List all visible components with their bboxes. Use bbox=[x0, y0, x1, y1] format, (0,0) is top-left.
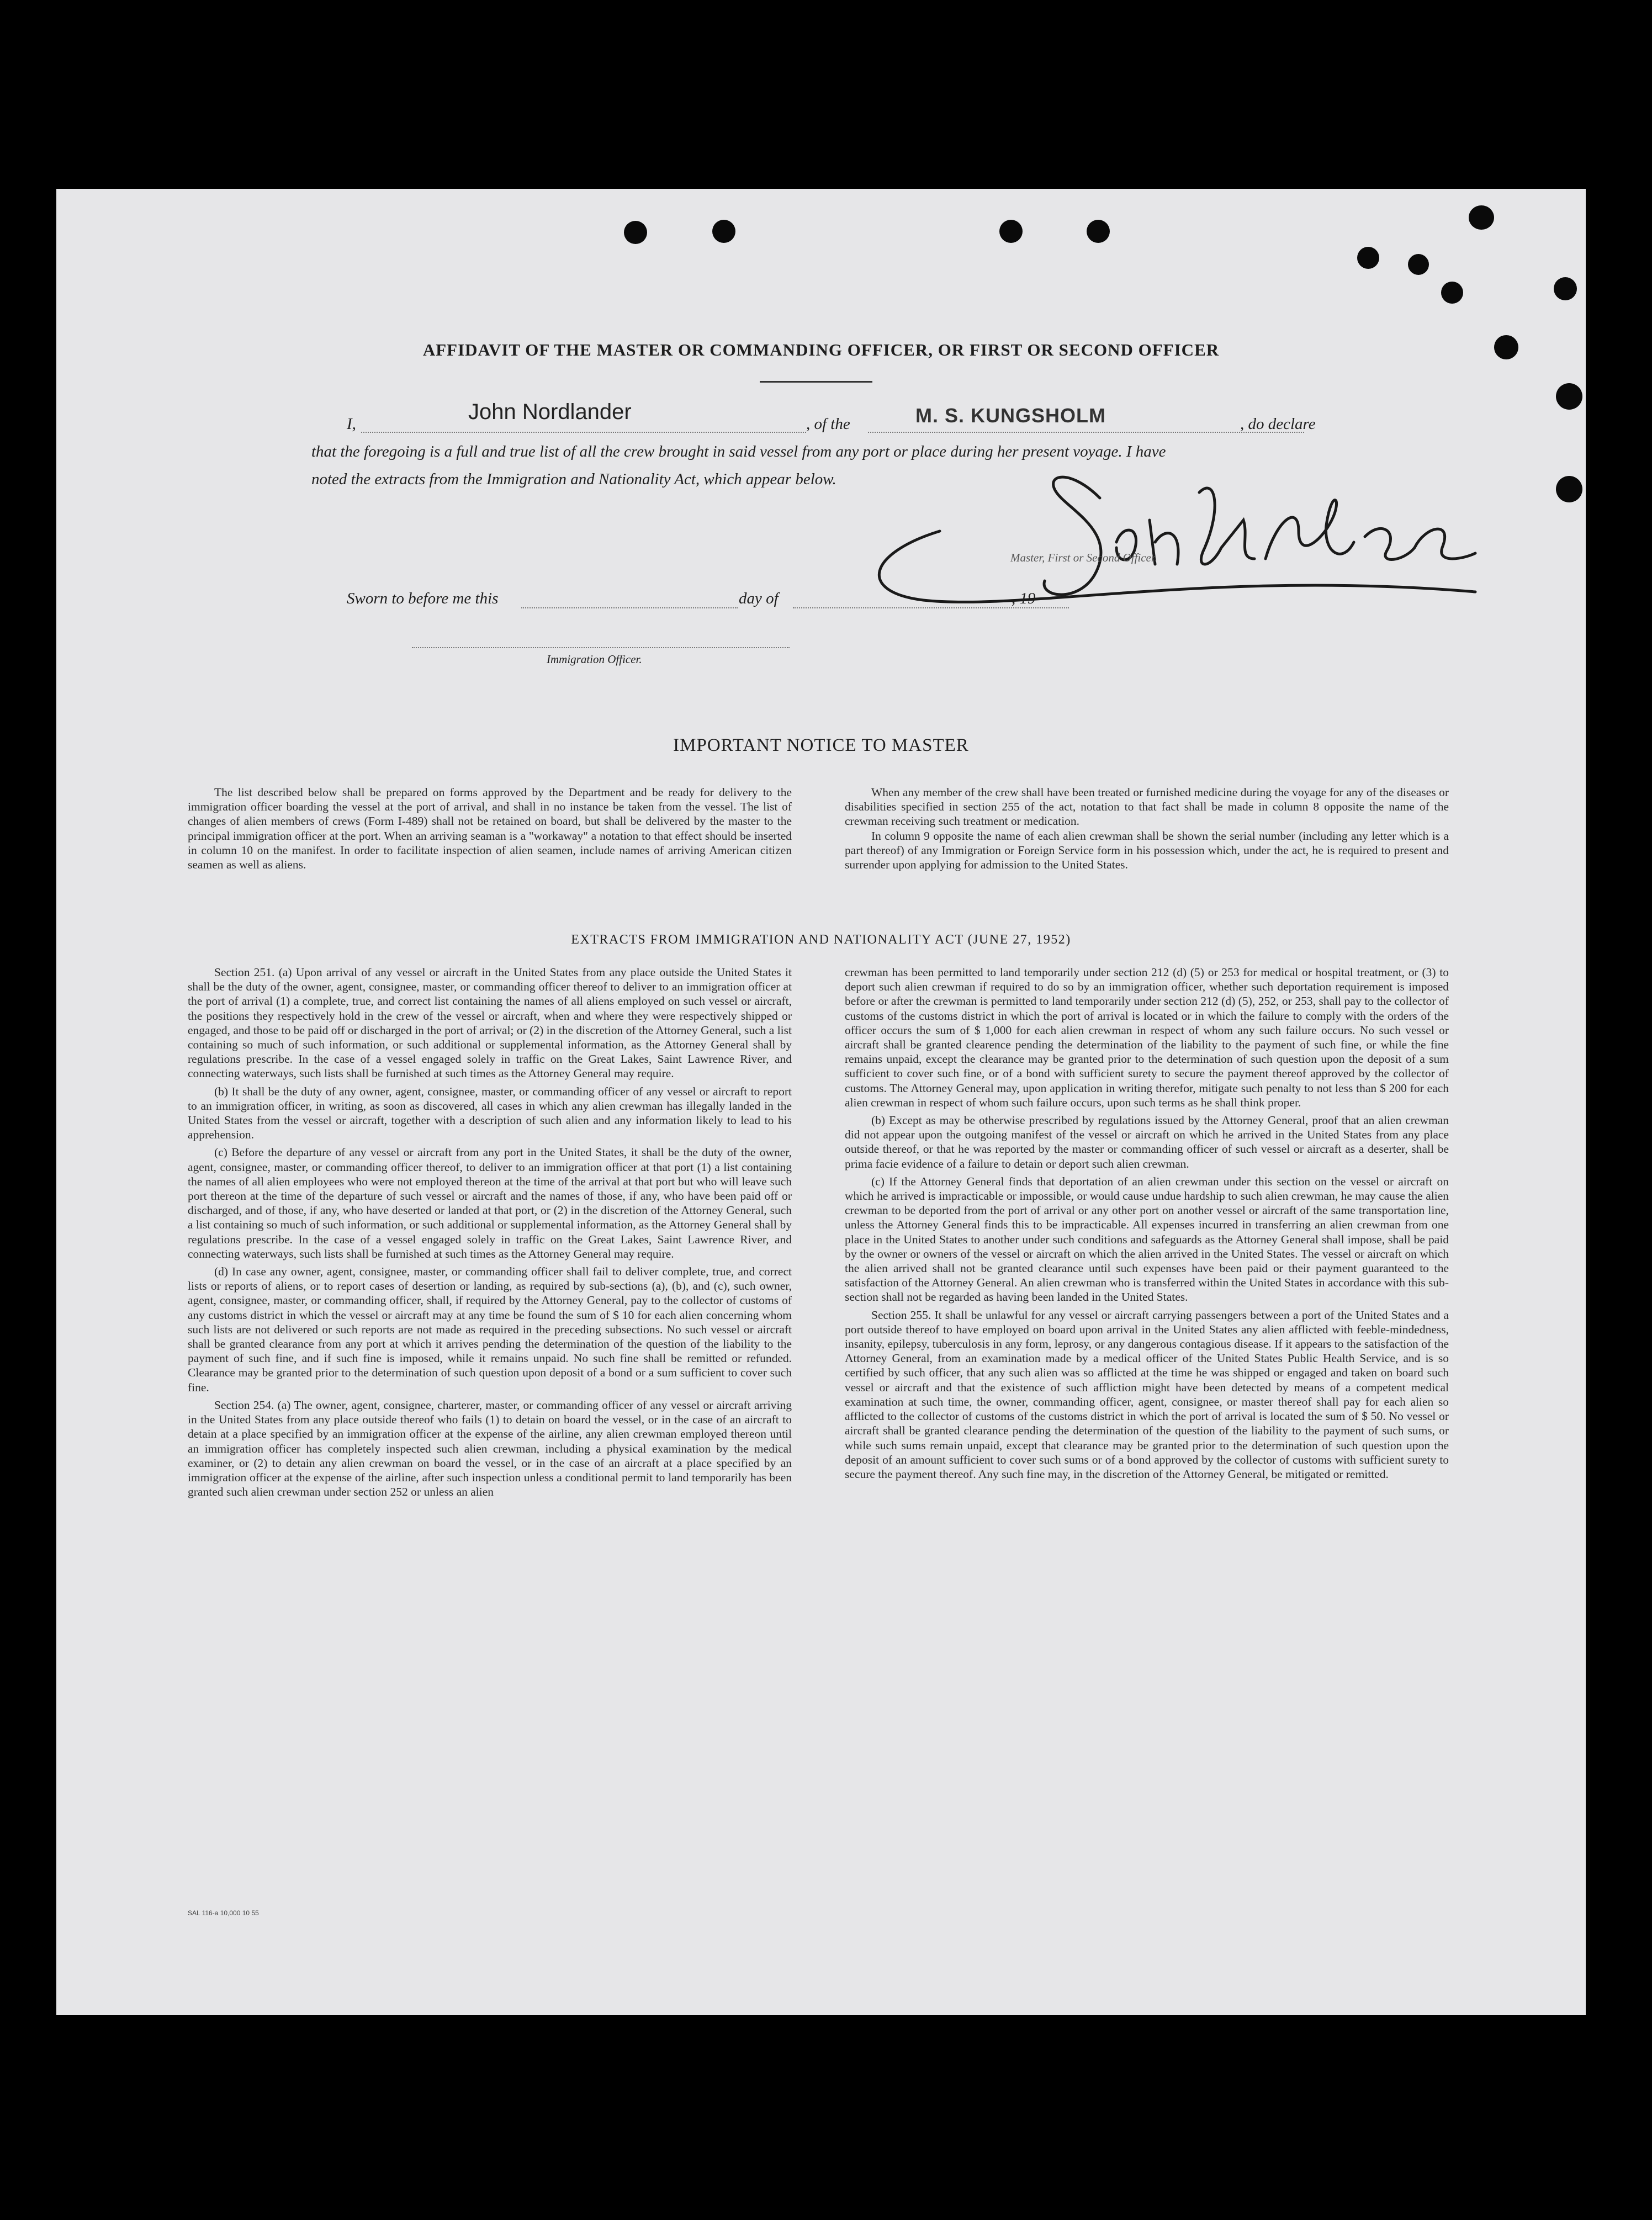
officer-caption: Immigration Officer. bbox=[547, 653, 642, 666]
extracts-right-column bbox=[845, 965, 1449, 1485]
punch-hole bbox=[1556, 476, 1582, 502]
notice-left-column bbox=[188, 785, 792, 875]
section-251d: (d) In case any owner, agent, consignee, master, or commanding officer shall fail to deliver complete, true, and correct lists or reports of aliens, or to report cases of desertion or landing, as required by sub-sections (a), (b), and (c), such owner, agent, consignee, master, or commanding officer, shall, if required by the Attorney General, pay to the collector of customs of any customs district in which the vessel or aircraft may at any time be found the sum of $ 10 for each alien concerning whom such lists are not delivered or such reports are not made as required in the preceding subsections. No such vessel or aircraft shall be granted clearance from any port at which it arrives pending the determination of the question of the liability to the payment of such fine, and if such fine is imposed, while it remains unpaid. No such fine shall be remitted or refunded. Clearance may be granted prior to the determination of such question upon deposit of a bond or a sum sufficient to cover such fine. bbox=[188, 1265, 792, 1394]
sworn-label: Sworn to before me this bbox=[347, 590, 499, 607]
section-251c: (c) Before the departure of any vessel or aircraft from any port in the United States, it shall be the duty of the owner, agent, consignee, master, or commanding officer thereof, to deliver to an immigration officer at that port (1) a list containing the names of all alien employees who were not employed thereon at the time of the arrival at that port but who will leave such port thereon at the time of the departure of such vessel or aircraft and the names of those, if any, who have been paid off or discharged, and of those, if any, who have deserted or landed at that port, or (2) in the discretion of the Attorney General, such a list containing so much of such information, or such additional or supplemental information, as the Attorney General shall by regulations prescribe. In the case of a vessel engaged solely in traffic on the Great Lakes, Saint Lawrence River, and connecting waterways, such lists shall be furnished at such times as the Attorney General may require. bbox=[188, 1146, 792, 1260]
title-underline bbox=[760, 381, 872, 383]
punch-hole bbox=[1556, 383, 1582, 410]
master-name: John Nordlander bbox=[468, 400, 632, 424]
punch-hole bbox=[1469, 205, 1494, 230]
officer-signature-line bbox=[412, 647, 790, 648]
notice-right-paragraph-2: In column 9 opposite the name of each alien crewman shall be shown the serial number (including any letter which is a part thereof) of any Immigration or Foreign Service form in his possession which, under the act, he is required to present and surrender upon applying for admission to the United States. bbox=[845, 829, 1449, 872]
punch-hole bbox=[1554, 277, 1577, 300]
section-255: Section 255. It shall be unlawful for any vessel or aircraft carrying passengers between a port of the United States and a port outside thereof to have employed on board upon arrival in the United States any alien afflicted with feeble-mindedness, insanity, epilepsy, tuberculosis in any form, leprosy, or any dangerous contagious disease. If it appears to the satisfaction of the Attorney General, from an examination made by a medical officer of the United States Public Health Service, and is so certified by such officer, that any such alien was so afflicted at the time he was shipped or engaged and taken on board such vessel or aircraft and that the existence of such affliction might have been detected by means of a competent medical examination at such time, the owner, commanding officer, agent, consignee, or master thereof shall pay for each alien so afflicted to the collector of customs of the customs district in which the port of arrival is located the sum of $ 50. No vessel or aircraft shall be granted clearance pending the determination of the question of the liability to the payment of such sums, or while such sums remain unpaid, except that clearance may be granted prior to the determination of such question upon the deposit of an amount sufficient to cover such sums or of a bond approved by the collector of customs with sufficient surety to secure the payment thereof. Any such fine may, in the discretion of the Attorney General, be mitigated or remitted. bbox=[845, 1308, 1449, 1481]
name-line bbox=[361, 432, 806, 433]
section-251a: Section 251. (a) Upon arrival of any vessel or aircraft in the United States from any place outside the United States it shall be the duty of the owner, agent, consignee, master, or commanding officer thereof to deliver to an immigration officer at the port of arrival (1) a complete, true, and correct list containing the names of all aliens employed on such vessel or aircraft, the positions they respectively hold in the crew of the vessel or aircraft, when and where they were respectively shipped or engaged, and those to be paid off or discharged in the port of arrival; or (2) in the discretion of the Attorney General, such a list containing so much of such information, or such additional or supplemental information, as the Attorney General shall by regulations prescribe. In the case of a vessel engaged solely in traffic on the Great Lakes, Saint Lawrence River, and connecting waterways, such lists shall be furnished at such times as the Attorney General may require. bbox=[188, 966, 792, 1080]
punch-hole bbox=[1441, 282, 1463, 304]
year-label: , 19 bbox=[1012, 590, 1036, 607]
signature-drawing bbox=[857, 454, 1492, 619]
notice-left-paragraph: The list described below shall be prepared on forms approved by the Department and be ready for delivery to the immigration officer boarding the vessel at the port of arrival, and shall in no instance be taken from the vessel. The list of changes of alien members of crews (Form I-489) shall not be retained on board, but shall be delivered by the master to the principal immigration officer at the port. When an arriving seaman is a "workaway" a notation to that effect should be inserted in column 10 on the manifest. In order to facilitate inspection of alien seamen, include names of arriving American citizen seamen as well as aliens. bbox=[188, 786, 792, 872]
affidavit-title: AFFIDAVIT OF THE MASTER OR COMMANDING OFFICER, OR FIRST OR SECOND OFFICER bbox=[422, 340, 1220, 359]
punch-hole bbox=[999, 220, 1023, 243]
declaration-line-1: that the foregoing is a full and true list of all the crew brought in said vessel from any port or place during her present voyage. I have bbox=[311, 443, 1166, 460]
extracts-title: EXTRACTS FROM IMMIGRATION AND NATIONALITY ACT (JUNE 27, 1952) bbox=[571, 932, 1071, 947]
declaration-line-2: noted the extracts from the Immigration and Nationality Act, which appear below. bbox=[311, 470, 836, 488]
punch-hole bbox=[1357, 247, 1379, 269]
signature-caption: Master, First or Second Officer. bbox=[1010, 551, 1157, 564]
vessel-name: M. S. KUNGSHOLM bbox=[915, 404, 1106, 427]
punch-hole bbox=[712, 220, 735, 243]
extracts-left-column bbox=[188, 965, 792, 1502]
i-label: I, bbox=[347, 415, 356, 433]
sworn-day-line bbox=[521, 607, 738, 608]
section-254a: Section 254. (a) The owner, agent, consignee, charterer, master, or commanding officer of any vessel or aircraft arriving in the United States from any place outside thereof who fails (1) to detain on board the vessel, or in the case of an aircraft to detain at a place specified by an immigration officer at the expense of the airline, any alien crewman employed thereon until an immigration officer has completely inspected such alien crewman, including a physical examination by the medical examiner, or (2) to detain any alien crewman on board the vessel, or in the case of an aircraft at a place specified by an immigration officer at the expense of the airline, after such inspection unless a conditional permit to land temporarily has been granted such alien crewman under section 252 or unless an alien bbox=[188, 1398, 792, 1499]
notice-right-column bbox=[845, 785, 1449, 875]
document-page bbox=[56, 189, 1586, 2015]
notice-right-paragraph-1: When any member of the crew shall have been treated or furnished medicine during the voyage for any of the diseases or disabilities specified in section 255 of the act, notation to that fact shall be made in column 8 opposite the name of the crewman receiving such treatment or medication. bbox=[845, 786, 1449, 828]
punch-hole bbox=[1408, 254, 1429, 275]
punch-hole bbox=[624, 221, 647, 244]
punch-hole bbox=[1087, 220, 1110, 243]
notice-title: IMPORTANT NOTICE TO MASTER bbox=[673, 735, 969, 755]
form-code: SAL 116-a 10,000 10 55 bbox=[188, 1909, 259, 1917]
of-the-label: , of the bbox=[806, 415, 850, 433]
section-254a-continued: crewman has been permitted to land temporarily under section 212 (d) (5) or 253 for medical or hospital treatment, or (3) to deport such alien crewman if required to do so by an immigration officer, whether such deportation requirement is imposed before or after the crewman is permitted to land temporarily under section 212 (d) (5), 252, or 253, shall pay to the collector of customs of the customs district in which the port of arrival is located or in which the failure to comply with the orders of the officer occurs the sum of $ 1,000 for each alien crewman in respect of whom any such failure occurs. No such vessel or aircraft shall be granted clearence pending the determination of the liability to the payment of such fine, or while the fine remains unpaid, except the clearance may be granted prior to the determination of such question upon the deposit of a sum sufficient to cover such fine, or of a bond with sufficient surety to secure the payment thereof approved by the collector of customs. The Attorney General may, upon application in writing therefor, mitigate such penalty to not less than $ 200 for each alien crewman in respect of whom such failure occurs, upon such terms as he shall think proper. bbox=[845, 966, 1449, 1109]
section-254b: (b) Except as may be otherwise prescribed by regulations issued by the Attorney General, proof that an alien crewman did not appear upon the outgoing manifest of the vessel or aircraft on which he arrived in the United States from any place outside thereof, or that he was reported by the master or commanding officer of such vessel or aircraft as a deserter, shall be prima facie evidence of a failure to detain or deport such alien crewman. bbox=[845, 1114, 1449, 1170]
day-of-label: day of bbox=[739, 590, 779, 607]
vessel-line bbox=[868, 432, 1304, 433]
section-254c: (c) If the Attorney General finds that deportation of an alien crewman under this section on the vessel or aircraft on which he arrived is impracticable or impossible, or would cause undue hardship to such alien crewman, he may cause the alien crewman to be deported from the port of arrival or any other port on another vessel or aircraft of the same transportation line, unless the Attorney General finds this to be impracticable. All expenses incurred in transferring an alien crewman from one place in the United States to another under such conditions and safeguards as the Attorney General shall impose, shall be paid by the owner or owners of the vessel or aircraft on which the alien arrived in the United States. The vessel or aircraft on which the alien arrived shall not be granted clearance until such expenses have been paid or their payment guaranteed to the satisfaction of the Attorney General. An alien crewman who is transferred within the United States in accordance with this sub-section shall not be regarded as having been landed in the United States. bbox=[845, 1174, 1449, 1304]
do-declare-label: , do declare bbox=[1240, 415, 1316, 433]
section-251b: (b) It shall be the duty of any owner, agent, consignee, master, or commanding officer of any vessel or aircraft to report to an immigration officer, in writing, as soon as discovered, all cases in which any alien crewman has illegally landed in the United States from the vessel or aircraft, together with a description of such alien and any information likely to lead to his apprehension. bbox=[188, 1084, 792, 1142]
